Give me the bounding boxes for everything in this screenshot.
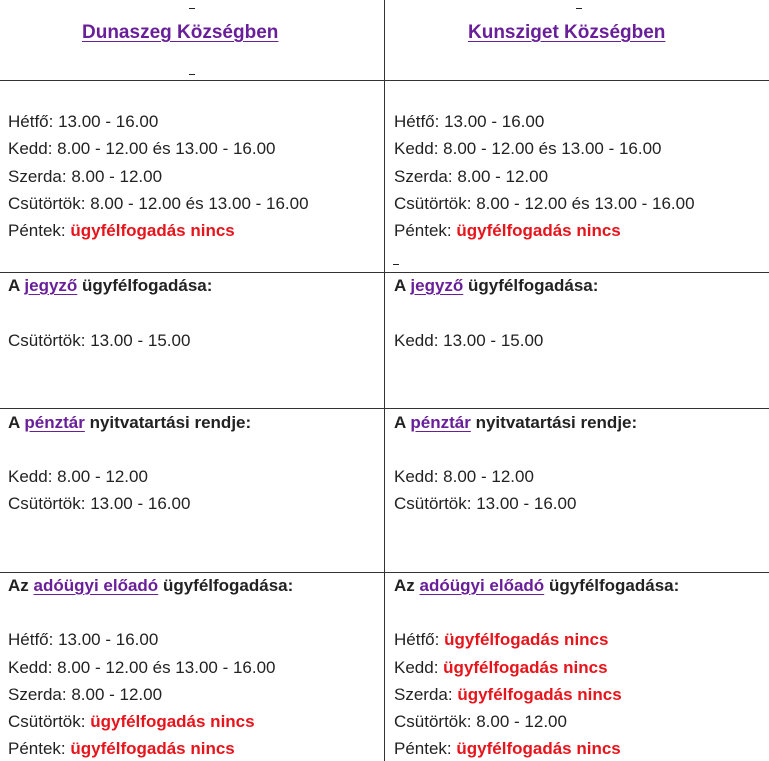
office-hours-row: Kedd: 8.00 - 12.00 és 13.00 - 16.00 <box>394 139 662 158</box>
office-hours-row: Szerda: 8.00 - 12.00 <box>8 167 163 186</box>
decorative-dash <box>576 8 582 9</box>
section-heading: A jegyző ügyfélfogadása: <box>394 276 599 295</box>
tax-row: Péntek: ügyfélfogadás nincs <box>8 739 235 758</box>
closed-label: ügyfélfogadás nincs <box>456 221 621 240</box>
column-divider <box>384 0 385 761</box>
section-heading: A pénztár nyitvatartási rendje: <box>8 413 252 432</box>
notary-link[interactable]: jegyző <box>410 276 464 295</box>
decorative-dash <box>393 264 399 265</box>
tax-row: Kedd: 8.00 - 12.00 és 13.00 - 16.00 <box>8 658 276 677</box>
decorative-dash <box>189 8 195 9</box>
office-hours-row: Hétfő: 13.00 - 16.00 <box>8 112 159 131</box>
office-hours-row: Csütörtök: 8.00 - 12.00 és 13.00 - 16.00 <box>8 194 309 213</box>
cashier-row: Kedd: 8.00 - 12.00 <box>8 467 148 486</box>
cashier-link[interactable]: pénztár <box>24 413 85 432</box>
tax-row: Hétfő: ügyfélfogadás nincs <box>394 630 609 649</box>
section-heading: A jegyző ügyfélfogadása: <box>8 276 213 295</box>
closed-label: ügyfélfogadás nincs <box>457 685 622 704</box>
section-heading: A pénztár nyitvatartási rendje: <box>394 413 638 432</box>
cashier-row: Csütörtök: 13.00 - 16.00 <box>8 494 191 513</box>
decorative-dash <box>189 74 195 75</box>
tax-row: Szerda: ügyfélfogadás nincs <box>394 685 622 704</box>
office-hours-row: Szerda: 8.00 - 12.00 <box>394 167 549 186</box>
office-hours-row: Hétfő: 13.00 - 16.00 <box>394 112 545 131</box>
office-hours-row: Csütörtök: 8.00 - 12.00 és 13.00 - 16.00 <box>394 194 695 213</box>
notary-row: Csütörtök: 13.00 - 15.00 <box>8 331 191 350</box>
tax-officer-link[interactable]: adóügyi előadó <box>33 576 159 595</box>
section-heading: Az adóügyi előadó ügyfélfogadása: <box>8 576 294 595</box>
closed-label: ügyfélfogadás nincs <box>90 712 255 731</box>
office-hours-row: Péntek: ügyfélfogadás nincs <box>8 221 235 240</box>
closed-label: ügyfélfogadás nincs <box>443 658 608 677</box>
row-divider <box>0 408 769 409</box>
row-divider <box>0 572 769 573</box>
tax-row: Szerda: 8.00 - 12.00 <box>8 685 163 704</box>
section-heading: Az adóügyi előadó ügyfélfogadása: <box>394 576 680 595</box>
tax-officer-link[interactable]: adóügyi előadó <box>419 576 545 595</box>
row-divider <box>0 272 769 273</box>
row-divider <box>0 80 769 81</box>
cashier-row: Kedd: 8.00 - 12.00 <box>394 467 534 486</box>
column-title-kunsziget[interactable]: Kunsziget Községben <box>468 22 666 43</box>
office-hours-row: Kedd: 8.00 - 12.00 és 13.00 - 16.00 <box>8 139 276 158</box>
closed-label: ügyfélfogadás nincs <box>456 739 621 758</box>
tax-row: Péntek: ügyfélfogadás nincs <box>394 739 621 758</box>
tax-row: Hétfő: 13.00 - 16.00 <box>8 630 159 649</box>
tax-row: Kedd: ügyfélfogadás nincs <box>394 658 608 677</box>
column-title-dunaszeg[interactable]: Dunaszeg Községben <box>82 22 279 43</box>
closed-label: ügyfélfogadás nincs <box>70 739 235 758</box>
office-hours-row: Péntek: ügyfélfogadás nincs <box>394 221 621 240</box>
tax-row: Csütörtök: ügyfélfogadás nincs <box>8 712 255 731</box>
closed-label: ügyfélfogadás nincs <box>70 221 235 240</box>
closed-label: ügyfélfogadás nincs <box>444 630 609 649</box>
notary-link[interactable]: jegyző <box>24 276 78 295</box>
notary-row: Kedd: 13.00 - 15.00 <box>394 331 544 350</box>
cashier-row: Csütörtök: 13.00 - 16.00 <box>394 494 577 513</box>
tax-row: Csütörtök: 8.00 - 12.00 <box>394 712 567 731</box>
cashier-link[interactable]: pénztár <box>410 413 471 432</box>
